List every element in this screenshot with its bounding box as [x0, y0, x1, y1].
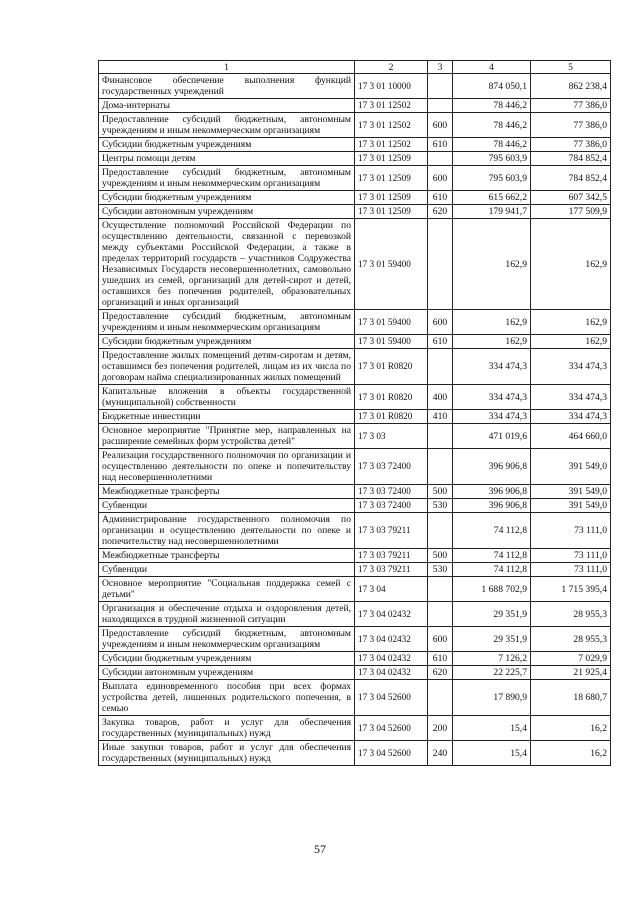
row-name-cell: Межбюджетные трансферты	[99, 485, 355, 499]
row-code-cell: 17 3 04 52600	[355, 716, 428, 741]
row-value-col5: 28 955,3	[531, 602, 611, 627]
row-code-cell: 17 3 04 02432	[355, 627, 428, 652]
row-value-col4: 615 662,2	[453, 191, 531, 205]
row-value-col4: 74 112,8	[453, 549, 531, 563]
table-row	[99, 549, 611, 563]
table-row	[99, 99, 611, 113]
table-row	[99, 563, 611, 577]
table-row	[99, 410, 611, 424]
row-name-cell: Дома-интернаты	[99, 99, 355, 113]
row-vr-cell	[428, 577, 453, 602]
row-value-col5: 391 549,0	[531, 449, 611, 485]
row-vr-cell: 600	[428, 166, 453, 191]
row-value-col4: 874 050,1	[453, 74, 531, 99]
row-value-col5: 334 474,3	[531, 410, 611, 424]
row-name-cell: Субсидии автономным учреждениям	[99, 205, 355, 219]
table-row	[99, 602, 611, 627]
row-value-col4: 162,9	[453, 310, 531, 335]
table-row	[99, 74, 611, 99]
row-value-col5: 391 549,0	[531, 499, 611, 513]
row-value-col5: 334 474,3	[531, 385, 611, 410]
row-name-cell: Закупка товаров, работ и услуг для обеспечения государственных (муниципальных) нужд	[99, 716, 355, 741]
row-value-col5: 21 925,4	[531, 666, 611, 680]
row-value-col4: 78 446,2	[453, 138, 531, 152]
row-value-col5: 1 715 395,4	[531, 577, 611, 602]
row-value-col5: 177 509,9	[531, 205, 611, 219]
row-value-col4: 78 446,2	[453, 99, 531, 113]
row-value-col5: 162,9	[531, 219, 611, 310]
table-row	[99, 513, 611, 549]
table-row	[99, 424, 611, 449]
row-code-cell: 17 3 03 72400	[355, 449, 428, 485]
row-name-cell: Предоставление субсидий бюджетным, автономным учреждениям и иным некоммерческим организациям	[99, 113, 355, 138]
row-code-cell: 17 3 04	[355, 577, 428, 602]
row-value-col5: 77 386,0	[531, 99, 611, 113]
table-row	[99, 205, 611, 219]
row-vr-cell: 600	[428, 627, 453, 652]
row-code-cell: 17 3 04 02432	[355, 602, 428, 627]
row-name-cell: Предоставление субсидий бюджетным, автономным учреждениям и иным некоммерческим организациям	[99, 310, 355, 335]
table-row	[99, 652, 611, 666]
row-vr-cell: 620	[428, 205, 453, 219]
row-code-cell: 17 3 01 R0820	[355, 349, 428, 385]
row-vr-cell: 600	[428, 113, 453, 138]
row-name-cell: Организация и обеспечение отдыха и оздоровления детей, находящихся в трудной жизненной ситуации	[99, 602, 355, 627]
table-row	[99, 349, 611, 385]
row-name-cell: Выплата единовременного пособия при всех формах устройства детей, лишенных родительского попечения, в семью	[99, 680, 355, 716]
row-code-cell: 17 3 01 59400	[355, 310, 428, 335]
row-value-col4: 795 603,9	[453, 152, 531, 166]
row-vr-cell: 600	[428, 310, 453, 335]
row-code-cell: 17 3 01 59400	[355, 335, 428, 349]
row-value-col5: 391 549,0	[531, 485, 611, 499]
row-vr-cell: 620	[428, 666, 453, 680]
row-name-cell: Основное мероприятие "Принятие мер, направленных на расширение семейных форм устройства детей"	[99, 424, 355, 449]
row-name-cell: Межбюджетные трансферты	[99, 549, 355, 563]
column-header: 5	[531, 61, 611, 74]
row-value-col5: 7 029,9	[531, 652, 611, 666]
row-value-col4: 471 019,6	[453, 424, 531, 449]
column-header: 2	[355, 61, 428, 74]
row-vr-cell	[428, 680, 453, 716]
row-value-col5: 464 660,0	[531, 424, 611, 449]
table-body	[99, 74, 611, 766]
row-vr-cell: 240	[428, 741, 453, 766]
row-value-col4: 15,4	[453, 716, 531, 741]
row-value-col4: 162,9	[453, 219, 531, 310]
table-header-row	[99, 61, 611, 74]
row-code-cell: 17 3 01 12509	[355, 191, 428, 205]
row-code-cell: 17 3 01 12509	[355, 152, 428, 166]
row-vr-cell: 200	[428, 716, 453, 741]
row-value-col4: 15,4	[453, 741, 531, 766]
row-vr-cell: 610	[428, 191, 453, 205]
row-code-cell: 17 3 01 12502	[355, 138, 428, 152]
row-value-col4: 396 906,8	[453, 499, 531, 513]
row-vr-cell: 410	[428, 410, 453, 424]
row-value-col4: 334 474,3	[453, 385, 531, 410]
row-value-col5: 862 238,4	[531, 74, 611, 99]
row-name-cell: Иные закупки товаров, работ и услуг для обеспечения государственных (муниципальных) нужд	[99, 741, 355, 766]
row-code-cell: 17 3 01 10000	[355, 74, 428, 99]
row-code-cell: 17 3 03 72400	[355, 485, 428, 499]
table-row	[99, 138, 611, 152]
row-vr-cell	[428, 513, 453, 549]
row-value-col4: 17 890,9	[453, 680, 531, 716]
table-row	[99, 219, 611, 310]
row-code-cell: 17 3 01 R0820	[355, 385, 428, 410]
table-row	[99, 449, 611, 485]
row-vr-cell: 610	[428, 335, 453, 349]
row-name-cell: Бюджетные инвестиции	[99, 410, 355, 424]
row-value-col5: 28 955,3	[531, 627, 611, 652]
table-row	[99, 716, 611, 741]
table-row	[99, 741, 611, 766]
row-vr-cell: 400	[428, 385, 453, 410]
table-row	[99, 166, 611, 191]
row-name-cell: Предоставление субсидий бюджетным, автономным учреждениям и иным некоммерческим организациям	[99, 166, 355, 191]
table-row	[99, 113, 611, 138]
table-row	[99, 310, 611, 335]
row-value-col5: 607 342,5	[531, 191, 611, 205]
row-value-col5: 77 386,0	[531, 113, 611, 138]
row-name-cell: Субсидии автономным учреждениям	[99, 666, 355, 680]
table-row	[99, 680, 611, 716]
row-value-col5: 77 386,0	[531, 138, 611, 152]
row-value-col4: 179 941,7	[453, 205, 531, 219]
row-value-col4: 1 688 702,9	[453, 577, 531, 602]
row-code-cell: 17 3 01 12502	[355, 113, 428, 138]
row-vr-cell: 500	[428, 485, 453, 499]
row-name-cell: Субсидии бюджетным учреждениям	[99, 335, 355, 349]
row-vr-cell: 500	[428, 549, 453, 563]
row-code-cell: 17 3 03 79211	[355, 549, 428, 563]
row-code-cell: 17 3 01 59400	[355, 219, 428, 310]
row-vr-cell	[428, 152, 453, 166]
row-vr-cell	[428, 602, 453, 627]
column-header: 1	[99, 61, 355, 74]
table-row	[99, 335, 611, 349]
row-value-col5: 73 111,0	[531, 549, 611, 563]
row-name-cell: Основное мероприятие "Социальная поддержка семей с детьми"	[99, 577, 355, 602]
row-code-cell: 17 3 03	[355, 424, 428, 449]
table-row	[99, 627, 611, 652]
column-header: 3	[428, 61, 453, 74]
row-value-col4: 29 351,9	[453, 602, 531, 627]
page-number: 57	[314, 842, 326, 856]
row-value-col5: 16,2	[531, 716, 611, 741]
row-name-cell: Предоставление жилых помещений детям-сиротам и детям, оставшимся без попечения родителей, лицам из их числа по договорам найма специализированных жилых помещений	[99, 349, 355, 385]
table-row	[99, 152, 611, 166]
table-row	[99, 666, 611, 680]
row-value-col4: 334 474,3	[453, 349, 531, 385]
row-value-col4: 396 906,8	[453, 449, 531, 485]
row-value-col4: 74 112,8	[453, 513, 531, 549]
row-value-col5: 784 852,4	[531, 166, 611, 191]
row-code-cell: 17 3 03 72400	[355, 499, 428, 513]
row-name-cell: Субсидии бюджетным учреждениям	[99, 138, 355, 152]
row-value-col4: 78 446,2	[453, 113, 531, 138]
row-value-col4: 7 126,2	[453, 652, 531, 666]
row-name-cell: Субсидии бюджетным учреждениям	[99, 191, 355, 205]
column-header: 4	[453, 61, 531, 74]
row-value-col4: 74 112,8	[453, 563, 531, 577]
row-vr-cell: 610	[428, 138, 453, 152]
table-row	[99, 485, 611, 499]
row-name-cell: Центры помощи детям	[99, 152, 355, 166]
row-vr-cell	[428, 349, 453, 385]
row-value-col5: 162,9	[531, 335, 611, 349]
row-value-col4: 334 474,3	[453, 410, 531, 424]
row-value-col5: 162,9	[531, 310, 611, 335]
row-name-cell: Администрирование государственного полномочия по организации и осуществлению деятельности по опеке и попечительству над несовершеннолетними	[99, 513, 355, 549]
row-vr-cell: 530	[428, 499, 453, 513]
row-vr-cell	[428, 74, 453, 99]
row-code-cell: 17 3 03 79211	[355, 513, 428, 549]
row-value-col5: 73 111,0	[531, 563, 611, 577]
row-value-col4: 396 906,8	[453, 485, 531, 499]
row-code-cell: 17 3 01 12509	[355, 205, 428, 219]
row-vr-cell: 610	[428, 652, 453, 666]
row-name-cell: Субвенции	[99, 563, 355, 577]
row-value-col5: 16,2	[531, 741, 611, 766]
row-name-cell: Предоставление субсидий бюджетным, автономным учреждениям и иным некоммерческим организациям	[99, 627, 355, 652]
row-value-col4: 162,9	[453, 335, 531, 349]
table-row	[99, 499, 611, 513]
table-row	[99, 385, 611, 410]
row-name-cell: Реализация государственного полномочия по организации и осуществлению деятельности по опеке и попечительству над несовершеннолетними	[99, 449, 355, 485]
row-vr-cell	[428, 449, 453, 485]
row-name-cell: Субвенции	[99, 499, 355, 513]
row-code-cell: 17 3 01 R0820	[355, 410, 428, 424]
table-row	[99, 191, 611, 205]
row-vr-cell: 530	[428, 563, 453, 577]
row-value-col5: 73 111,0	[531, 513, 611, 549]
row-code-cell: 17 3 04 52600	[355, 680, 428, 716]
row-code-cell: 17 3 04 52600	[355, 741, 428, 766]
budget-table	[98, 60, 611, 766]
row-code-cell: 17 3 03 79211	[355, 563, 428, 577]
row-code-cell: 17 3 04 02432	[355, 666, 428, 680]
row-code-cell: 17 3 01 12502	[355, 99, 428, 113]
row-value-col4: 22 225,7	[453, 666, 531, 680]
row-name-cell: Субсидии бюджетным учреждениям	[99, 652, 355, 666]
row-value-col5: 18 680,7	[531, 680, 611, 716]
row-value-col4: 29 351,9	[453, 627, 531, 652]
row-code-cell: 17 3 01 12509	[355, 166, 428, 191]
row-value-col5: 784 852,4	[531, 152, 611, 166]
row-vr-cell	[428, 219, 453, 310]
table-row	[99, 577, 611, 602]
row-code-cell: 17 3 04 02432	[355, 652, 428, 666]
row-value-col5: 334 474,3	[531, 349, 611, 385]
row-vr-cell	[428, 424, 453, 449]
row-name-cell: Осуществление полномочий Российской Федерации по осуществлению деятельности, связанной с перевозкой между субъектами Российской Федерации, а также в пределах территорий государств – участников Содружества Независимых Государств несовершеннолетних, самовольно ушедших из семей, организаций для детей-сирот и детей, оставшихся без попечения родителей, образовательных организаций и иных организаций	[99, 219, 355, 310]
row-value-col4: 795 603,9	[453, 166, 531, 191]
row-name-cell: Капитальные вложения в объекты государственной (муниципальной) собственности	[99, 385, 355, 410]
row-vr-cell	[428, 99, 453, 113]
row-name-cell: Финансовое обеспечение выполнения функций государственных учреждений	[99, 74, 355, 99]
